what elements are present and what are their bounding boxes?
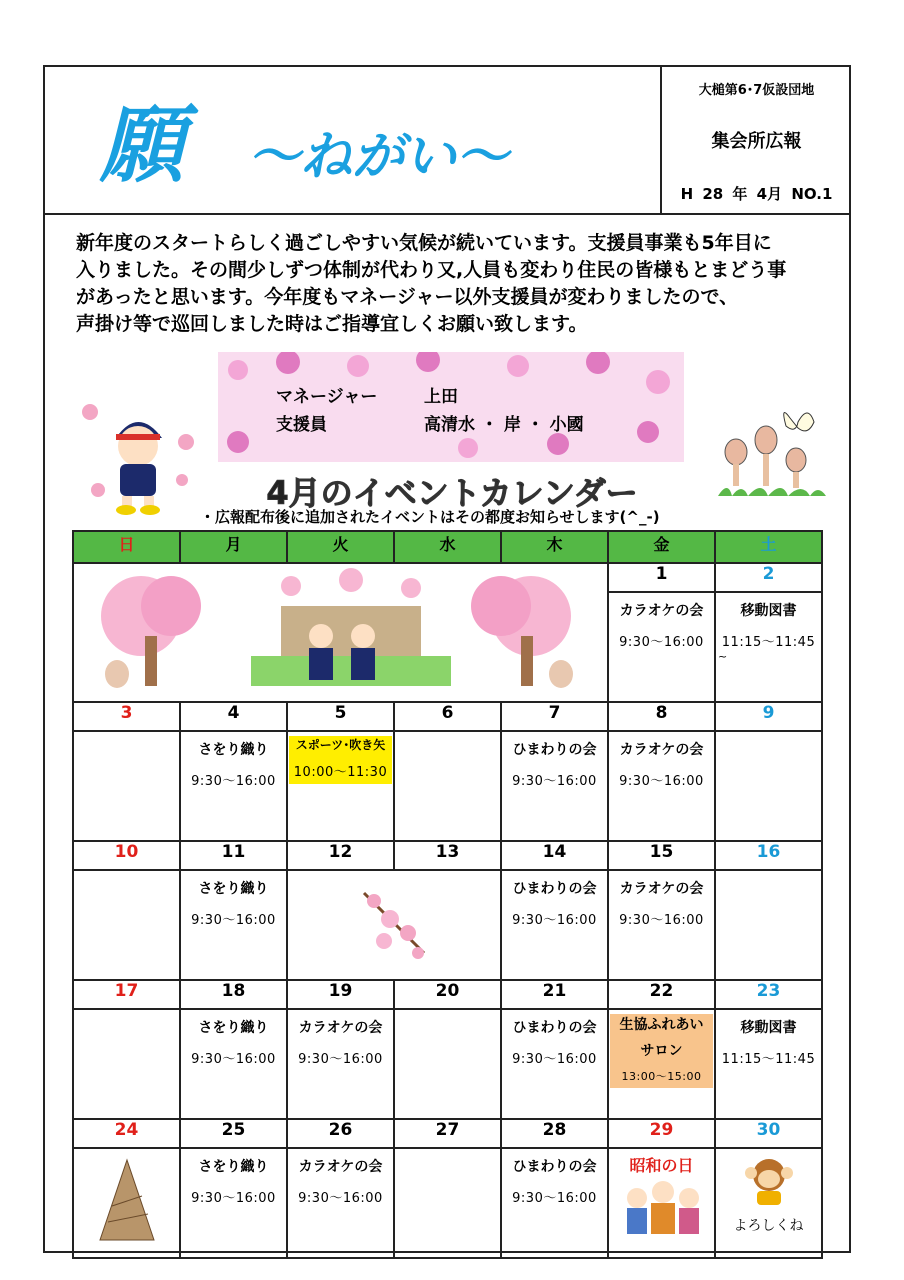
weekday-sunday: 日 bbox=[73, 531, 180, 563]
intro-line: 入りました。その間少しずつ体制が代わり又,人員も変わり住民の皆様もとまどう事 bbox=[76, 259, 787, 281]
weekday-tuesday: 火 bbox=[287, 531, 394, 563]
publication-name: 集会所広報 bbox=[711, 131, 802, 152]
greeting-caption: よろしくね bbox=[733, 1218, 804, 1234]
event-cell-16 bbox=[715, 870, 822, 980]
intro-paragraph bbox=[76, 230, 836, 338]
spring-school-illustration bbox=[81, 566, 601, 694]
event-cell-6 bbox=[394, 731, 501, 841]
week3-event-row bbox=[73, 870, 822, 980]
event-name: カラオケの会 bbox=[619, 881, 704, 897]
event-time: 11:15〜11:45 bbox=[721, 635, 816, 650]
weekday-friday: 金 bbox=[608, 531, 715, 563]
newsletter-title-kana: 〜ねがい〜 bbox=[248, 127, 509, 187]
week1-date-row bbox=[73, 563, 822, 592]
date-29: 29 bbox=[608, 1119, 715, 1148]
date-2: 2 bbox=[715, 563, 822, 592]
monkey-icon bbox=[739, 1155, 799, 1207]
intro-line: があったと思います。今年度もマネージャー以外支援員が変わりましたので、 bbox=[76, 286, 739, 308]
event-time: 13:00〜15:00 bbox=[621, 1070, 702, 1083]
event-time-tail: ~ bbox=[718, 650, 728, 663]
date-15: 15 bbox=[608, 841, 715, 870]
event-name: 生協ふれあい bbox=[619, 1017, 704, 1033]
event-name: さをり織り bbox=[198, 1159, 269, 1175]
event-cell-19 bbox=[287, 1009, 394, 1119]
supporter-names: 高清水 ・ 岸 ・ 小國 bbox=[424, 415, 584, 435]
supporter-label: 支援員 bbox=[276, 415, 327, 435]
event-time: 9:30〜16:00 bbox=[298, 1191, 383, 1206]
event-cell-30 bbox=[715, 1148, 822, 1258]
week4-date-row bbox=[73, 980, 822, 1009]
event-cell-22 bbox=[608, 1009, 715, 1119]
event-cell-29 bbox=[608, 1148, 715, 1258]
weekday-saturday: 土 bbox=[715, 531, 822, 563]
date-7: 7 bbox=[501, 702, 608, 731]
manager-name: 上田 bbox=[424, 387, 458, 407]
event-time: 9:30〜16:00 bbox=[512, 1052, 597, 1067]
date-20: 20 bbox=[394, 980, 501, 1009]
event-cell-17 bbox=[73, 1009, 180, 1119]
event-cell-2 bbox=[715, 592, 822, 702]
bamboo-shoot-icon bbox=[92, 1156, 162, 1246]
event-time: 10:00〜11:30 bbox=[293, 765, 388, 780]
spring-illustration-cell bbox=[73, 563, 608, 702]
event-cell-7 bbox=[501, 731, 608, 841]
date-24: 24 bbox=[73, 1119, 180, 1148]
event-name: カラオケの会 bbox=[619, 742, 704, 758]
staff-info-box bbox=[218, 352, 684, 462]
date-1: 1 bbox=[608, 563, 715, 592]
date-30: 30 bbox=[715, 1119, 822, 1148]
event-cell-28 bbox=[501, 1148, 608, 1258]
organization-name: 大槌第6･7仮設団地 bbox=[698, 83, 815, 98]
date-11: 11 bbox=[180, 841, 287, 870]
event-name: カラオケの会 bbox=[619, 603, 704, 619]
event-name: スポーツ･吹き矢 bbox=[295, 738, 386, 752]
event-cell-11 bbox=[180, 870, 287, 980]
event-name: 移動図書 bbox=[740, 603, 797, 619]
week4-event-row bbox=[73, 1009, 822, 1119]
event-time: 9:30〜16:00 bbox=[512, 774, 597, 789]
calendar-note: ・広報配布後に追加されたイベントはその都度お知らせします(^_-) bbox=[200, 508, 660, 526]
highlighted-event bbox=[289, 736, 392, 784]
intro-line: 声掛け等で巡回しました時はご指導宜しくお願い致します。 bbox=[76, 313, 588, 335]
date-22: 22 bbox=[608, 980, 715, 1009]
week3-date-row bbox=[73, 841, 822, 870]
event-time: 9:30〜16:00 bbox=[619, 635, 704, 650]
date-17: 17 bbox=[73, 980, 180, 1009]
event-calendar bbox=[72, 530, 823, 1259]
event-cell-15 bbox=[608, 870, 715, 980]
event-cell-24 bbox=[73, 1148, 180, 1258]
event-time: 9:30〜16:00 bbox=[512, 913, 597, 928]
date-27: 27 bbox=[394, 1119, 501, 1148]
event-cell-9 bbox=[715, 731, 822, 841]
manager-label: マネージャー bbox=[276, 387, 378, 407]
date-6: 6 bbox=[394, 702, 501, 731]
date-13: 13 bbox=[394, 841, 501, 870]
date-23: 23 bbox=[715, 980, 822, 1009]
event-name: さをり織り bbox=[198, 1020, 269, 1036]
issue-number: H 28 年 4月 NO.1 bbox=[680, 185, 833, 203]
event-name-line2: サロン bbox=[640, 1043, 683, 1059]
event-name: カラオケの会 bbox=[298, 1020, 383, 1036]
header-info-box bbox=[660, 65, 851, 215]
event-name: ひまわりの会 bbox=[512, 1159, 597, 1175]
week2-date-row bbox=[73, 702, 822, 731]
weekday-monday: 月 bbox=[180, 531, 287, 563]
week2-event-row bbox=[73, 731, 822, 841]
event-time: 9:30〜16:00 bbox=[191, 1052, 276, 1067]
event-cell-5 bbox=[287, 731, 394, 841]
event-name: カラオケの会 bbox=[298, 1159, 383, 1175]
event-time: 9:30〜16:00 bbox=[619, 774, 704, 789]
event-time: 9:30〜16:00 bbox=[191, 1191, 276, 1206]
event-cell-1 bbox=[608, 592, 715, 702]
date-12: 12 bbox=[287, 841, 394, 870]
event-name: さをり織り bbox=[198, 881, 269, 897]
event-cell-26 bbox=[287, 1148, 394, 1258]
date-5: 5 bbox=[287, 702, 394, 731]
newsletter-title-kanji: 願 bbox=[100, 96, 187, 194]
date-19: 19 bbox=[287, 980, 394, 1009]
event-name: 移動図書 bbox=[740, 1020, 797, 1036]
event-cell-25 bbox=[180, 1148, 287, 1258]
date-4: 4 bbox=[180, 702, 287, 731]
intro-line: 新年度のスタートらしく過ごしやすい気候が続いています。支援員事業も5年目に bbox=[76, 232, 772, 254]
event-cell-12-13 bbox=[287, 870, 501, 980]
date-25: 25 bbox=[180, 1119, 287, 1148]
event-time: 11:15〜11:45 bbox=[721, 1052, 816, 1067]
event-time: 9:30〜16:00 bbox=[512, 1191, 597, 1206]
weekday-wednesday: 水 bbox=[394, 531, 501, 563]
weekday-thursday: 木 bbox=[501, 531, 608, 563]
event-cell-23 bbox=[715, 1009, 822, 1119]
event-time: 9:30〜16:00 bbox=[191, 913, 276, 928]
date-28: 28 bbox=[501, 1119, 608, 1148]
date-14: 14 bbox=[501, 841, 608, 870]
event-name: ひまわりの会 bbox=[512, 742, 597, 758]
cosmos-flower-background bbox=[218, 352, 684, 462]
date-18: 18 bbox=[180, 980, 287, 1009]
event-cell-10 bbox=[73, 870, 180, 980]
highlighted-event bbox=[610, 1014, 713, 1088]
event-cell-21 bbox=[501, 1009, 608, 1119]
event-name: ひまわりの会 bbox=[512, 1020, 597, 1036]
date-21: 21 bbox=[501, 980, 608, 1009]
event-name: さをり織り bbox=[198, 742, 269, 758]
event-cell-18 bbox=[180, 1009, 287, 1119]
event-cell-27 bbox=[394, 1148, 501, 1258]
date-8: 8 bbox=[608, 702, 715, 731]
calendar-title-text: 4月のイベントカレンダー bbox=[266, 474, 638, 512]
holiday-label: 昭和の日 bbox=[629, 1156, 694, 1175]
date-26: 26 bbox=[287, 1119, 394, 1148]
event-time: 9:30〜16:00 bbox=[298, 1052, 383, 1067]
date-3: 3 bbox=[73, 702, 180, 731]
week5-date-row bbox=[73, 1119, 822, 1148]
event-cell-20 bbox=[394, 1009, 501, 1119]
event-cell-8 bbox=[608, 731, 715, 841]
event-cell-14 bbox=[501, 870, 608, 980]
event-cell-3 bbox=[73, 731, 180, 841]
weekday-header-row bbox=[73, 531, 822, 563]
date-16: 16 bbox=[715, 841, 822, 870]
event-time: 9:30〜16:00 bbox=[619, 913, 704, 928]
event-name: ひまわりの会 bbox=[512, 881, 597, 897]
cherry-blossom-branch-icon bbox=[354, 883, 434, 963]
event-cell-4 bbox=[180, 731, 287, 841]
week5-event-row bbox=[73, 1148, 822, 1258]
event-time: 9:30〜16:00 bbox=[191, 774, 276, 789]
date-10: 10 bbox=[73, 841, 180, 870]
family-illustration-icon bbox=[617, 1176, 707, 1236]
date-9: 9 bbox=[715, 702, 822, 731]
